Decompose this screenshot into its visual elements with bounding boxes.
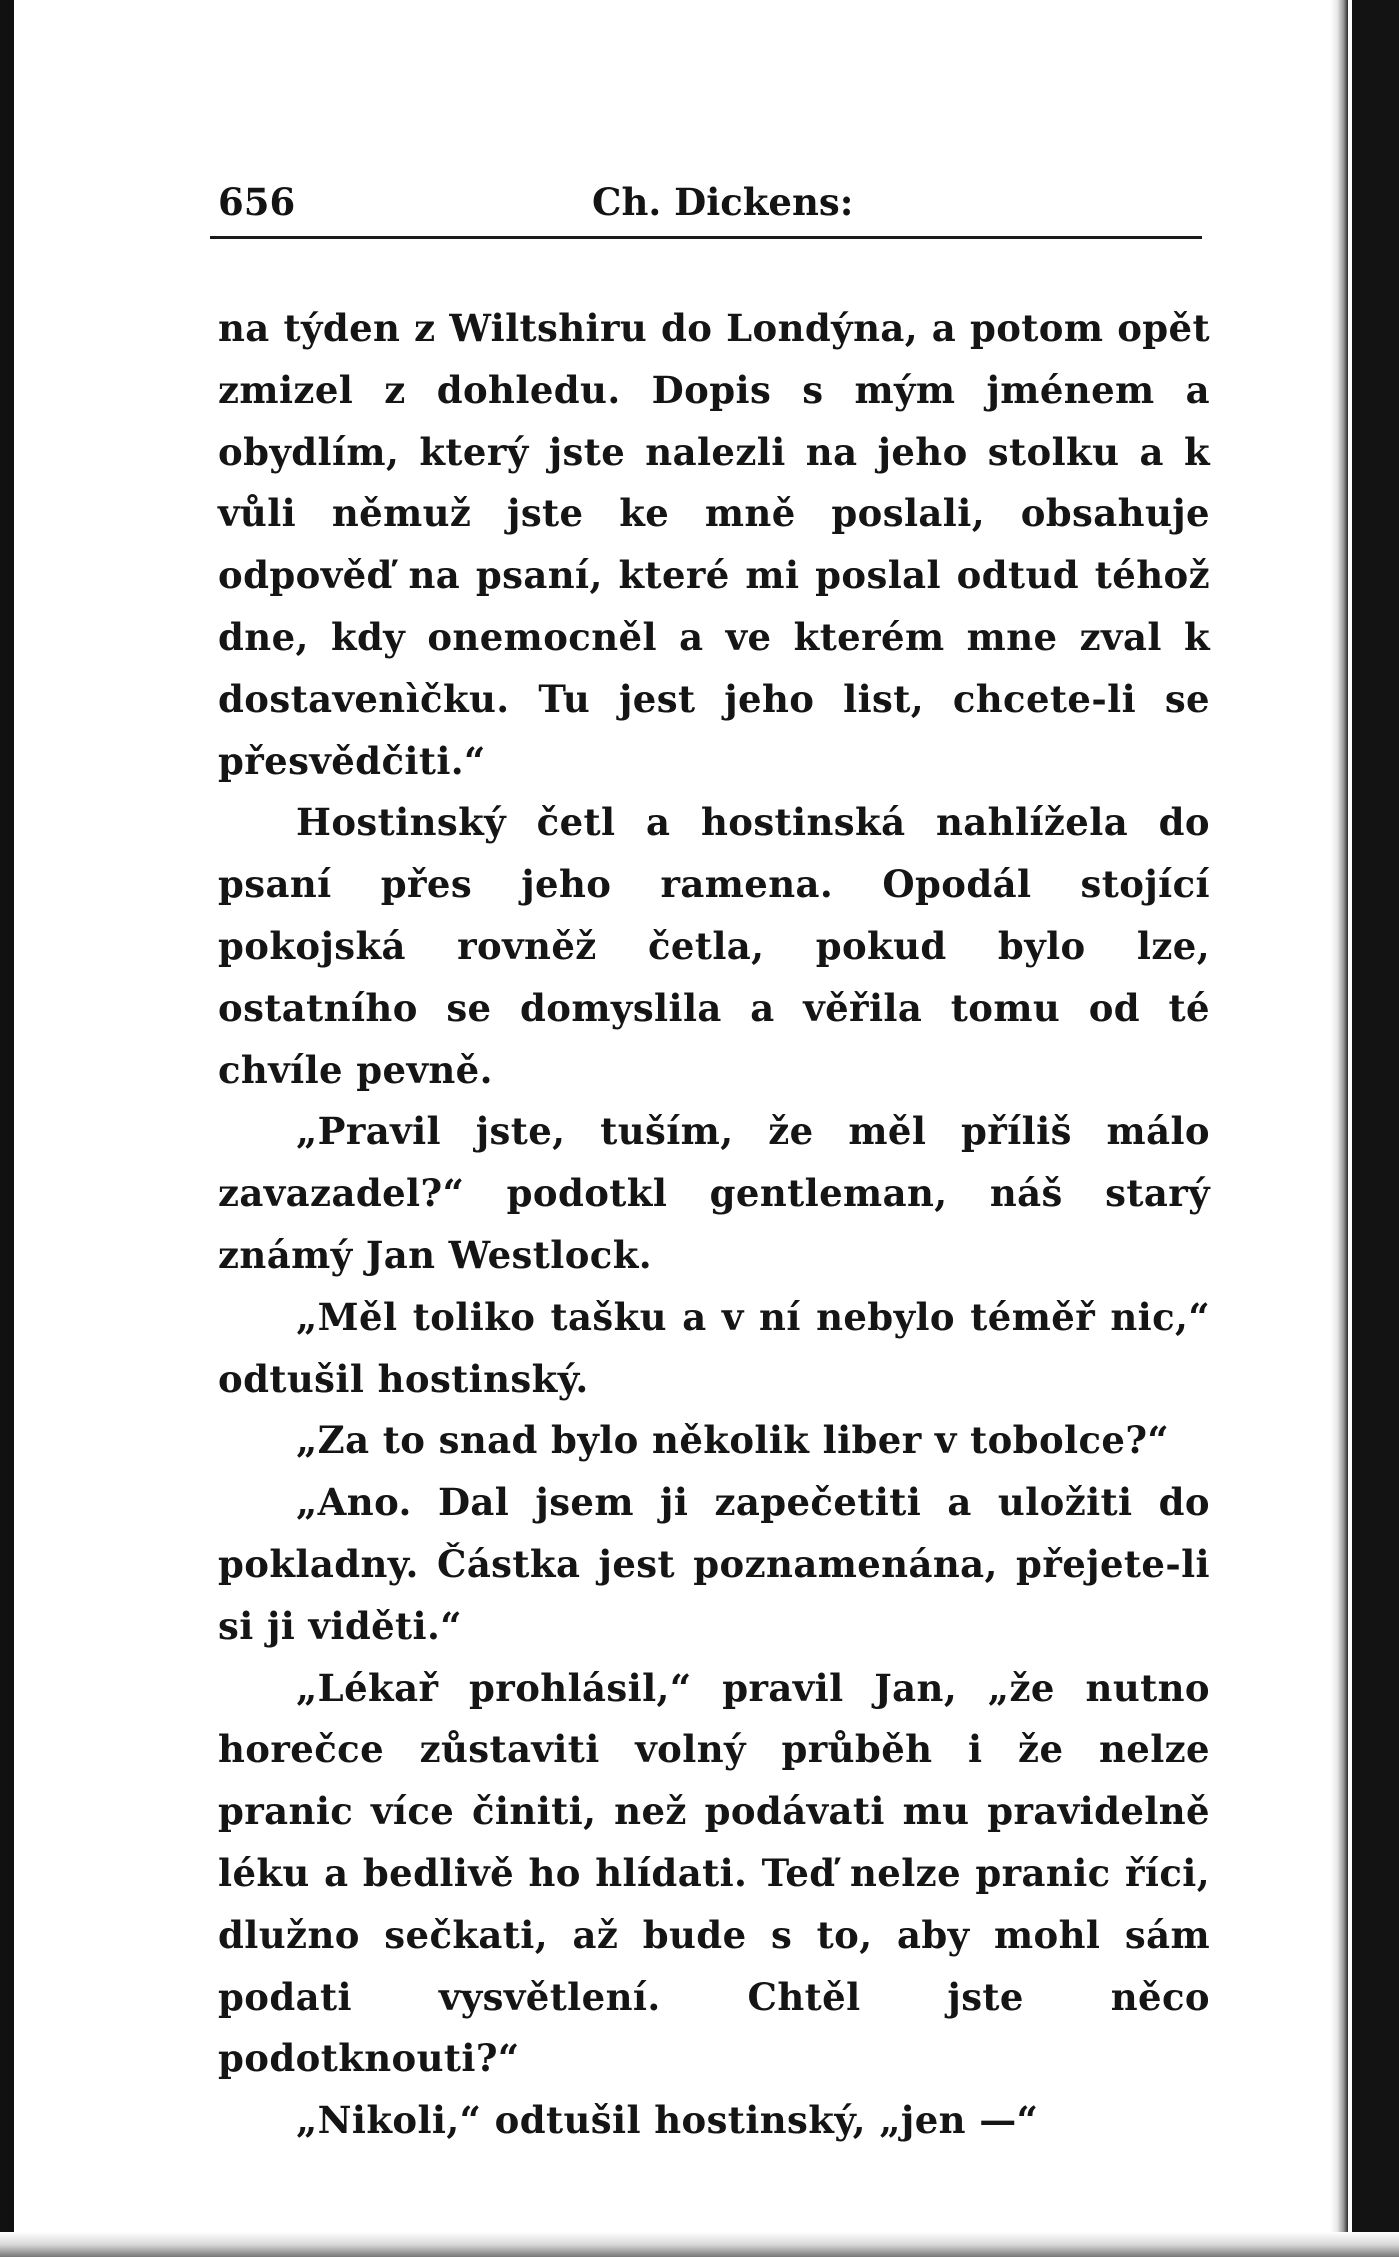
paragraph: Hostinský četl a hostinská nahlížela do psaní přes jeho ramena. Opodál stojící pokojská rovněž četla, pokud bylo lze, ostatního se domyslila a věřila tomu od té chvíle pevně.	[218, 800, 1210, 1092]
paragraph: „Za to snad bylo několik liber v tobolce?“	[296, 1418, 1170, 1463]
paragraph: „Měl toliko tašku a v ní nebylo téměř nic,“ odtušil hostinský.	[218, 1294, 1210, 1401]
paragraph: na týden z Wiltshiru do Londýna, a potom opět zmizel z dohledu. Dopis s mým jménem a obydlím, který jste nalezli na jeho stolku a k vůli němuž jste ke mně poslali, obsahuje odpověď na psaní, které mi poslal odtud téhož dne, kdy onemocněl a ve kterém mne zval k dostavenìčku. Tu jest jeho list, chcete-li se přesvědčiti.“	[218, 306, 1210, 783]
scan-border-right	[1352, 0, 1399, 2257]
page-number: 656	[218, 180, 296, 224]
paragraph: „Nikoli,“ odtušil hostinský, „jen —“	[296, 2098, 1039, 2143]
paragraph: „Lékař prohlásil,“ pravil Jan, „že nutno horečce zůstaviti volný průběh i že nelze pranic více činiti, než podávati mu pravidelně léku a bedlivě ho hlídati. Teď nelze pranic říci, dlužno sečkati, až bude s to, aby mohl sám podati vysvětlení. Chtěl jste něco podotknouti?“	[218, 1665, 1210, 2081]
header-rule	[210, 236, 1202, 239]
body-text	[218, 298, 1210, 2152]
paragraph: „Ano. Dal jsem ji zapečetiti a uložiti do pokladny. Částka jest poznamenána, přejete-li si ji viděti.“	[218, 1480, 1210, 1648]
paragraph: „Pravil jste, tuším, že měl příliš málo zavazadel?“ podotkl gentleman, náš starý známý Jan Westlock.	[218, 1109, 1210, 1277]
page-binding-edge	[1330, 0, 1348, 2257]
page-header	[218, 172, 1206, 232]
scan-border-bottom	[0, 2232, 1399, 2257]
running-head: Ch. Dickens:	[592, 180, 854, 224]
scan-border-left	[0, 0, 14, 2257]
